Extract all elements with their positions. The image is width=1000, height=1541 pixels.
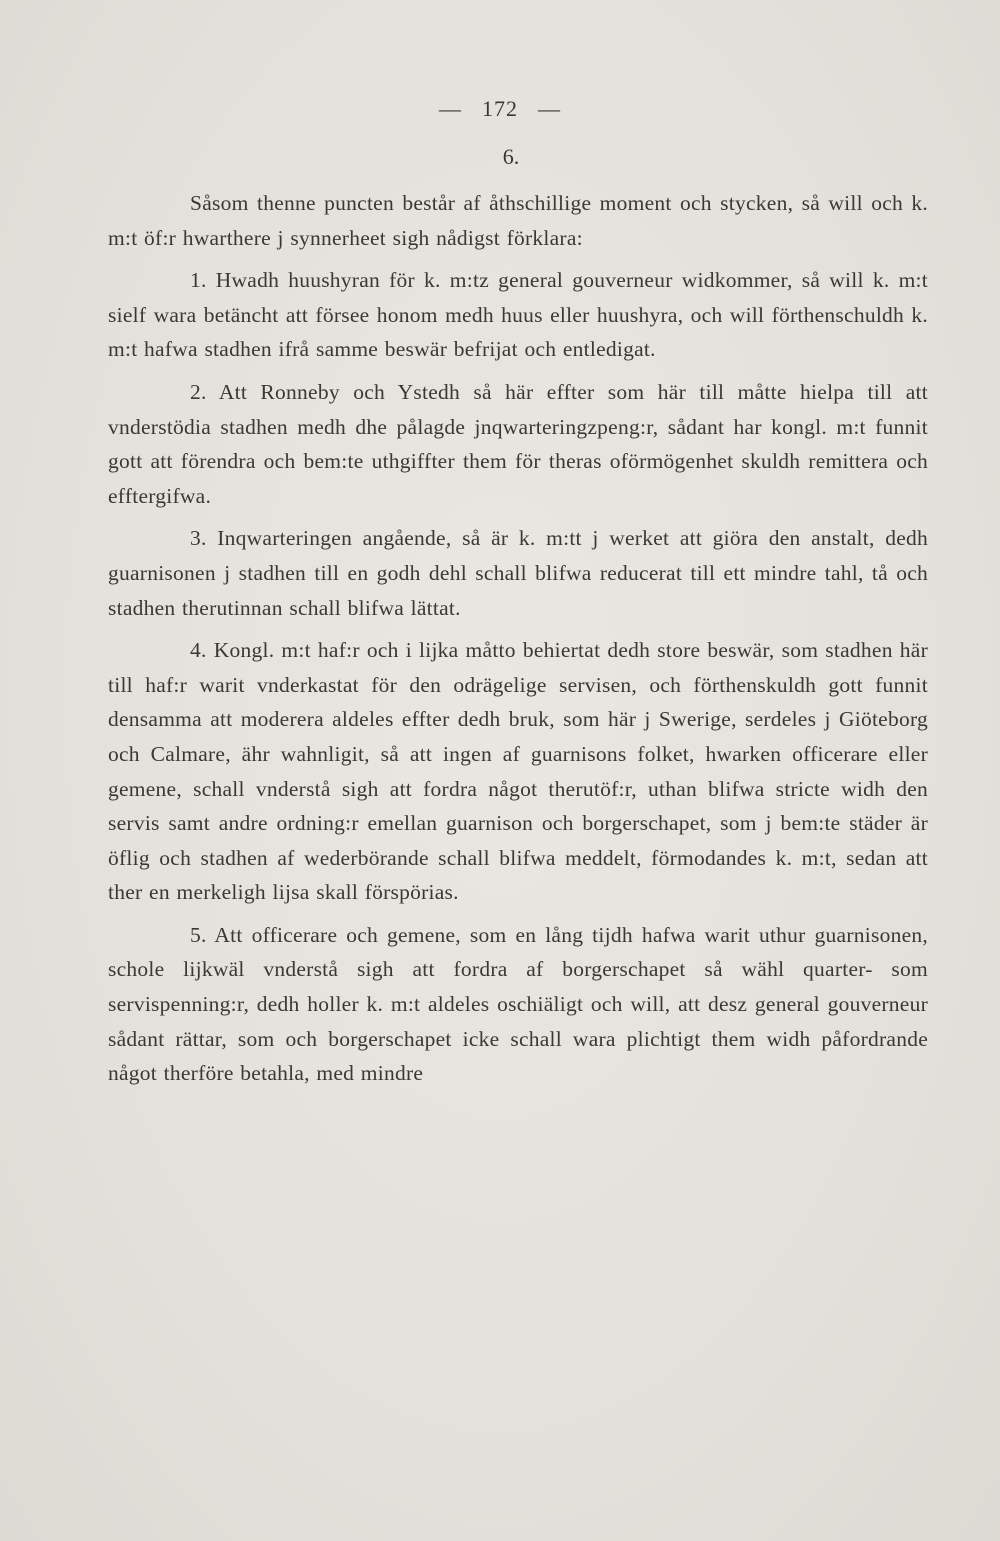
section-number: 6. bbox=[502, 144, 520, 169]
paragraph-intro: Såsom thenne puncten består af åthschillige moment och stycken, så will och k. m:t öf:r hwarthere j synnerheet sigh nådigst förklara: bbox=[108, 191, 928, 250]
header-dash-right: — bbox=[538, 96, 561, 121]
paragraph-item-2: 2. Att Ronneby och Ystedh så här effter som här till måtte hielpa till att vnderstödia stadhen medh dhe pålagde jnqwarteringzpeng:r, sådant har kongl. m:t funnit gott att förendra och bem:te uthgiffter them för theras oförmögenhet skuldh remittera och efftergifwa. bbox=[108, 379, 928, 508]
paragraph-item-1: 1. Hwadh huushyran för k. m:tz general gouverneur widkommer, så will k. m:t sielf wara betäncht att försee honom medh huus eller huushyra, och will förthenschuldh k. m:t hafwa stadhen ifrå samme beswär befrijat och entledigat. bbox=[108, 268, 928, 362]
page-header bbox=[0, 96, 1000, 122]
body-text bbox=[108, 186, 928, 1091]
paragraph-item-3: 3. Inqwarteringen angående, så är k. m:tt j werket att giöra den anstalt, dedh guarnisonen j stadhen till en godh dehl schall blifwa reducerat till ett mindre tahl, tå och stadhen therutinnan schall blifwa lättat. bbox=[108, 526, 928, 620]
page-number: 172 bbox=[482, 96, 518, 121]
paragraph-item-4: 4. Kongl. m:t haf:r och i lijka måtto behiertat dedh store beswär, som stadhen här till haf:r warit vnderkastat för den odrägelige servisen, och förthenskuldh gott funnit densamma att moderera aldeles effter dedh bruk, som här j Swerige, serdeles j Giöteborg och Calmare, ähr wahnligit, så att ingen af guarnisons folket, hwarken officerare eller gemene, schall vnderstå sigh att fordra något therutöf:r, uthan blifwa stricte widh den servis samt andre ordning:r emellan guarnison och borgerschapet, som j bem:te städer är öflig och stadhen af wederbörande schall blifwa meddelt, förmodandes k. m:t, sedan att ther en merkeligh lijsa skall förspörias. bbox=[108, 638, 928, 905]
header-dash-left: — bbox=[439, 96, 462, 121]
paragraph-item-5: 5. Att officerare och gemene, som en lång tijdh hafwa warit uthur guarnisonen, schole lijkwäl vnderstå sigh att fordra af borgerschapet så wähl quarter- som servispenning:r, dedh holler k. m:t aldeles oschiäligt och will, att desz general gouverneur sådant rättar, som och borgerschapet icke schall wara plichtigt them widh påfordrande något therföre betahla, med mindre bbox=[108, 922, 928, 1086]
